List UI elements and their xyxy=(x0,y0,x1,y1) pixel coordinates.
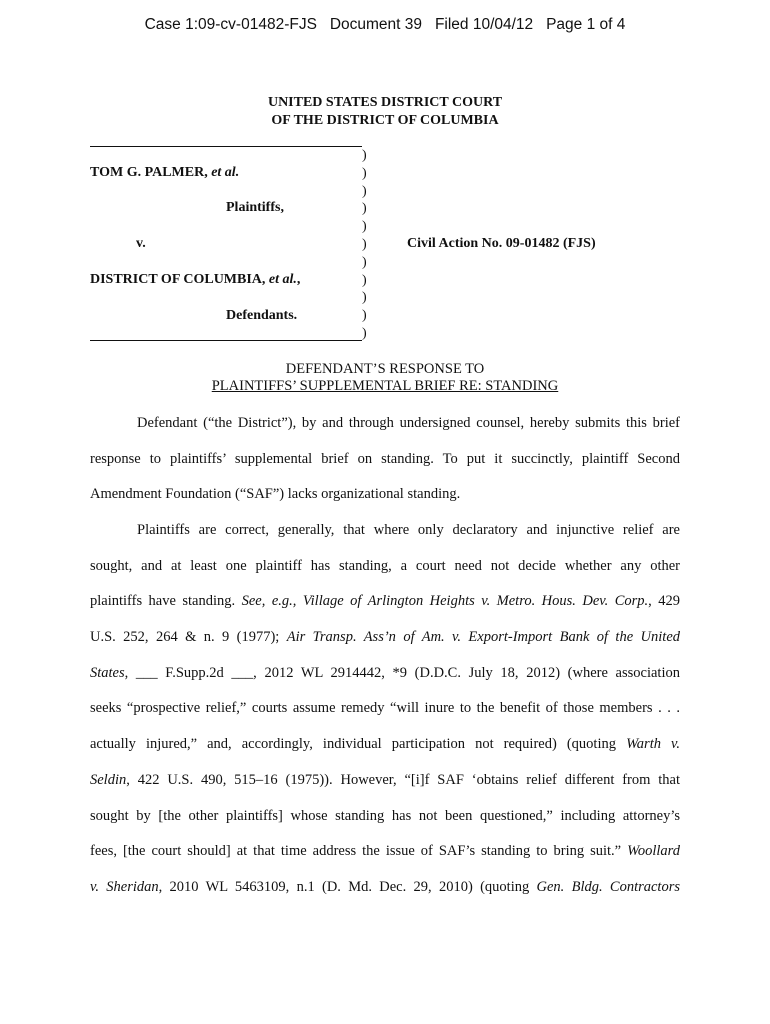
paragraph-line: sought, and at least one plaintiff has standing, a court need not decide whether any other xyxy=(90,557,680,574)
defendant-name: DISTRICT OF COLUMBIA, et al., xyxy=(90,272,301,287)
paragraph-1 xyxy=(90,406,680,513)
title-line-1: DEFENDANT’S RESPONSE TO xyxy=(285,361,485,377)
versus: v. xyxy=(136,236,146,251)
document-title xyxy=(0,361,770,395)
plaintiffs-label: Plaintiffs, xyxy=(226,200,284,215)
paragraph-2 xyxy=(90,513,680,906)
paragraph-line: sought by [the other plaintiffs] whose standing has not been questioned,” including attorney’s xyxy=(90,807,680,824)
caption-parens: ) ) ) ) ) ) ) ) ) ) ) xyxy=(362,148,367,341)
filing-header: Case 1:09-cv-01482-FJS Document 39 Filed 10/04/12 Page 1 of 4 xyxy=(144,16,626,33)
paragraph-line: response to plaintiffs’ supplemental brief on standing. To put it succinctly, plaintiff Second xyxy=(90,450,680,467)
paragraph-line: fees, [the court should] at that time address the issue of SAF’s standing to bring suit.” Woollard xyxy=(90,843,680,860)
paragraph-line: seeks “prospective relief,” courts assume remedy “will inure to the benefit of those members . . . xyxy=(90,700,680,717)
court-line-1: UNITED STATES DISTRICT COURT xyxy=(267,95,503,110)
paragraph-line: Amendment Foundation (“SAF”) lacks organizational standing. xyxy=(90,486,461,503)
caption-bottom-rule xyxy=(90,340,362,341)
paragraph-line: States, ___ F.Supp.2d ___, 2012 WL 2914442, *9 (D.D.C. July 18, 2012) (where association xyxy=(90,664,680,681)
defendants-label: Defendants. xyxy=(226,308,298,323)
civil-action-number: Civil Action No. 09-01482 (FJS) xyxy=(407,236,596,251)
paragraph-line: Seldin, 422 U.S. 490, 515–16 (1975)). However, “[i]f SAF ‘obtains relief different from that xyxy=(90,771,680,788)
title-line-2: PLAINTIFFS’ SUPPLEMENTAL BRIEF RE: STANDING xyxy=(211,378,559,394)
plaintiff-name: TOM G. PALMER, et al. xyxy=(90,165,240,180)
paragraph-line: actually injured,” and, accordingly, individual participation not required) (quoting Warth v. xyxy=(90,736,680,753)
paragraph-line: Plaintiffs are correct, generally, that where only declaratory and injunctive relief are xyxy=(137,522,680,538)
paragraph-line: v. Sheridan, 2010 WL 5463109, n.1 (D. Md. Dec. 29, 2010) (quoting Gen. Bldg. Contractors xyxy=(90,878,680,895)
paragraph-line: Defendant (“the District”), by and through undersigned counsel, hereby submits this brief xyxy=(137,415,680,431)
paragraph-line: plaintiffs have standing. See, e.g., Village of Arlington Heights v. Metro. Hous. Dev. Corp., 429 xyxy=(90,593,680,610)
court-name xyxy=(0,94,770,130)
caption-top-rule xyxy=(90,146,362,147)
paragraph-line: U.S. 252, 264 & n. 9 (1977); Air Transp. Ass’n of Am. v. Export-Import Bank of the United xyxy=(90,629,680,646)
court-line-2: OF THE DISTRICT OF COLUMBIA xyxy=(271,113,499,128)
